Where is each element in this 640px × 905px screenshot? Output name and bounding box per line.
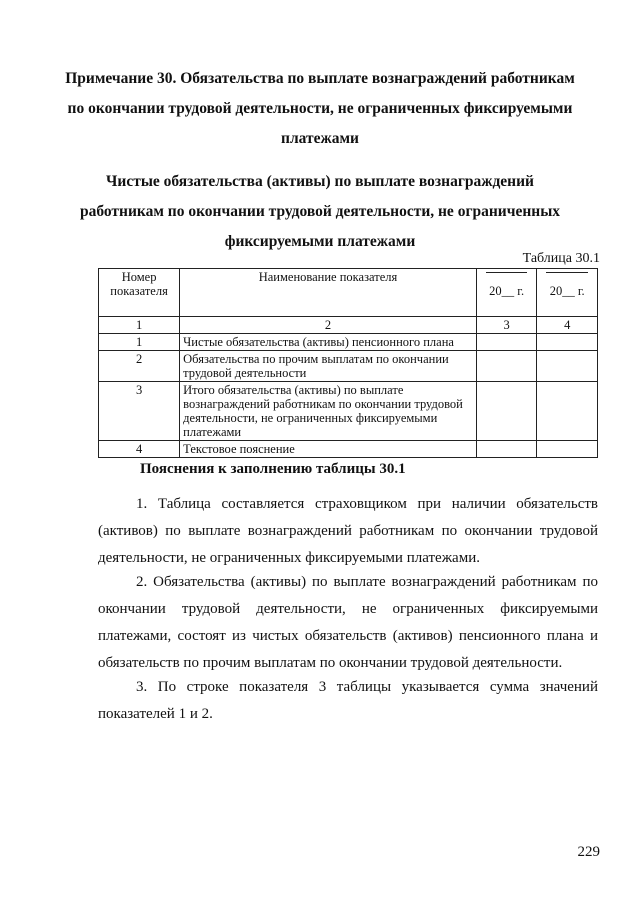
row-value xyxy=(537,351,598,382)
indicators-table xyxy=(98,268,598,458)
note-heading-line: по окончании трудовой деятельности, не ограниченных фиксируемыми xyxy=(67,100,573,117)
row-value xyxy=(476,351,537,382)
table-row xyxy=(99,382,598,441)
table-row xyxy=(99,351,598,382)
header-year-2 xyxy=(537,269,598,317)
row-value xyxy=(476,334,537,351)
column-index: 4 xyxy=(537,317,598,334)
note-heading-line: Примечание 30. Обязательства по выплате вознаграждений работникам xyxy=(65,70,575,87)
row-num: 3 xyxy=(99,382,180,441)
row-name: Итого обязательства (активы) по выплате вознаграждений работникам по окончании трудовой деятельности, не ограниченных фиксируемыми платежами xyxy=(180,382,477,441)
row-num: 1 xyxy=(99,334,180,351)
row-name: Чистые обязательства (активы) пенсионного плана xyxy=(180,334,477,351)
column-index-row xyxy=(99,317,598,334)
column-index: 1 xyxy=(99,317,180,334)
header-num: Номер показателя xyxy=(99,269,180,317)
table-heading-line: фиксируемыми платежами xyxy=(224,233,416,250)
row-value xyxy=(537,334,598,351)
row-value xyxy=(537,441,598,458)
table-heading-line: работникам по окончании трудовой деятельности, не ограниченных xyxy=(79,203,561,220)
row-num: 2 xyxy=(99,351,180,382)
table-caption: Таблица 30.1 xyxy=(522,251,600,266)
note-heading xyxy=(60,64,580,154)
header-year-1-label: 20__ г. xyxy=(480,270,534,298)
column-index: 2 xyxy=(180,317,477,334)
page-number: 229 xyxy=(577,844,600,860)
note-heading-line: платежами xyxy=(281,130,359,147)
column-index: 3 xyxy=(476,317,537,334)
row-name: Текстовое пояснение xyxy=(180,441,477,458)
table-header-row xyxy=(99,269,598,317)
row-value xyxy=(537,382,598,441)
table-row xyxy=(99,334,598,351)
explanations-title: Пояснения к заполнению таблицы 30.1 xyxy=(140,461,406,477)
paragraph: 1. Таблица составляется страховщиком при наличии обязательств (активов) по выплате вознаграждений работникам по окончании трудовой деятельности, не ограниченных фиксируемыми платежами. xyxy=(98,496,598,566)
table-heading xyxy=(60,167,580,257)
paragraph: 3. По строке показателя 3 таблицы указывается сумма значений показателей 1 и 2. xyxy=(98,679,598,722)
row-name: Обязательства по прочим выплатам по окончании трудовой деятельности xyxy=(180,351,477,382)
row-num: 4 xyxy=(99,441,180,458)
header-name: Наименование показателя xyxy=(180,269,477,317)
table-row xyxy=(99,441,598,458)
table-heading-line: Чистые обязательства (активы) по выплате вознаграждений xyxy=(106,173,534,190)
row-value xyxy=(476,382,537,441)
header-year-1 xyxy=(476,269,537,317)
row-value xyxy=(476,441,537,458)
paragraph: 2. Обязательства (активы) по выплате вознаграждений работникам по окончании трудовой деятельности, не ограниченных фиксируемыми платежами, состоят из чистых обязательств (активов) пенсионного плана и обязательств по прочим выплатам по окончании трудовой деятельности. xyxy=(98,574,598,671)
header-year-2-label: 20__ г. xyxy=(540,270,594,298)
